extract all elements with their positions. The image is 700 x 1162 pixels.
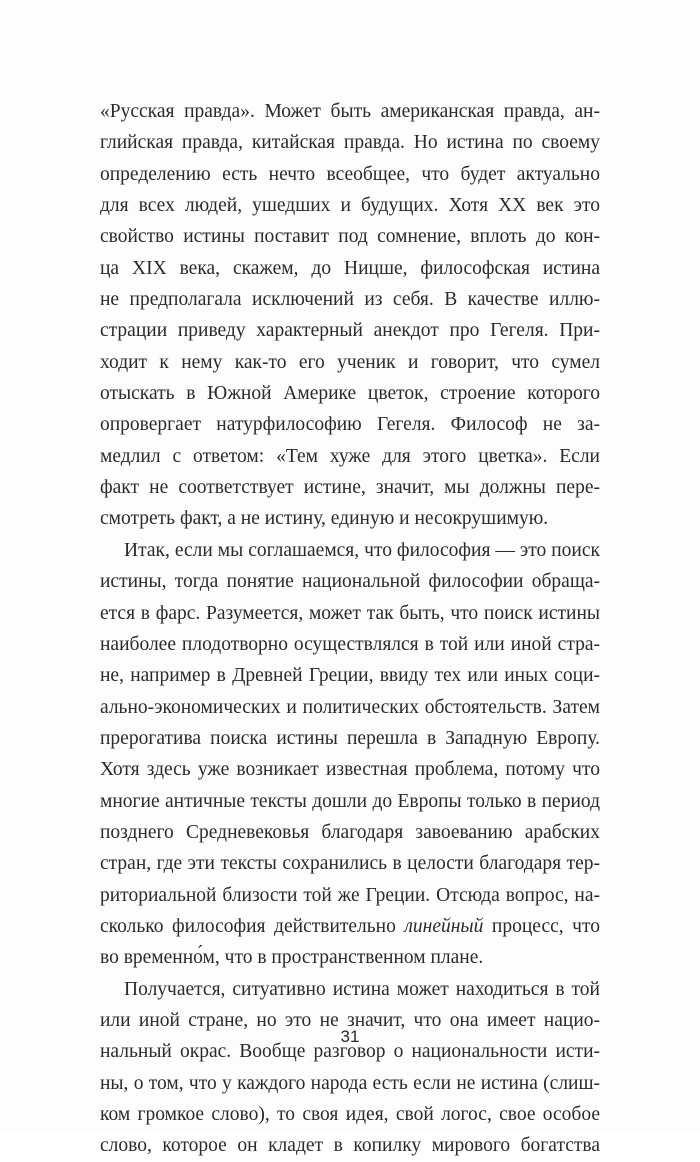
text-line [100,472,600,503]
text-line [100,786,600,817]
line-text: не, например в Древней Греции, ввиду тех или иных соци- [100,665,600,687]
line-text: ком громкое слово), то своя идея, свой логос, свое особое [100,1104,600,1125]
text-line [100,409,600,440]
line-text: ходит к нему как-то его ученик и говорит, что сумел [100,351,600,373]
text-line [100,598,600,629]
line-text: определению есть нечто всеобщее, что будет актуально [100,163,600,185]
line-text: факт не соответствует истине, значит, мы должны пере- [100,477,600,499]
line-text: Получается, ситуативно истина может находиться в той [124,978,600,1000]
text-line [100,1068,600,1099]
text-line [100,848,600,879]
line-text: слово, которое он кладет в копилку мирового богатства [100,1135,600,1157]
text-line [100,880,600,911]
line-text: наиболее плодотворно осуществлялся в той или иной стра- [100,633,600,655]
line-text: нальный окрас. Вообще разговор о национальности исти- [100,1041,600,1063]
line-text: или иной стране, но это не значит, что она имеет нацио- [100,1009,600,1031]
line-text: страции приведу характерный анекдот про Гегеля. При- [100,320,600,342]
line-text: ально-экономических и политических обстоятельств. Затем [100,696,600,718]
line-text: «Русская правда». Может быть американская правда, ан- [100,101,600,122]
text-line [100,253,600,284]
line-text: отыскать в Южной Америке цветок, строение которого [100,383,600,405]
text-line [100,159,600,190]
line-text: Хотя здесь уже возникает известная проблема, потому что [100,759,600,781]
line-text: не предполагала исключений из себя. В качестве иллю- [100,289,600,311]
line-text: многие античные тексты дошли до Европы только в период [100,790,600,812]
text-line [100,503,600,534]
page-number: 31 [340,1027,360,1046]
line-text: ца XIX века, скажем, до Ницше, философская истина [100,257,600,279]
line-text-after: процесс, что [483,915,600,937]
line-text: для всех людей, ушедших и будущих. Хотя XX век это [100,195,600,217]
line-text: ны, о том, что у каждого народа есть если не истина (слиш- [100,1072,600,1094]
line-text: медлил с ответом: «Тем хуже для этого цветка». Если [100,445,600,467]
text-line [100,629,600,660]
italic-term: линейный [404,915,484,937]
text-line [100,754,600,785]
text-line [100,817,600,848]
line-text: стран, где эти тексты сохранились в целости благодаря тер- [100,853,600,875]
text-line [100,1130,600,1161]
line-text: Итак, если мы соглашаемся, что философия — это поиск [124,539,600,561]
text-line [100,660,600,691]
text-line [100,692,600,723]
text-line [100,221,600,252]
line-text: сколько философия действительно [100,915,405,937]
text-line [100,347,600,378]
line-text: истины, тогда понятие национальной философии обраща- [100,571,600,593]
line-text: свойство истины поставит под сомнение, вплоть до кон- [100,226,600,248]
text-line [100,96,600,127]
text-line [100,284,600,315]
text-line [100,723,600,754]
text-line [100,190,600,221]
line-text: позднего Средневековья благодаря завоеванию арабских [100,821,600,843]
line-text: смотреть факт, а не истину, единую и несокрушимую. [100,508,549,530]
text-line [100,1099,600,1130]
text-line [100,942,600,973]
text-line [100,535,600,566]
text-line [100,315,600,346]
text-line [100,441,600,472]
text-line [100,911,600,942]
line-text: прерогатива поиска истины перешла в Западную Европу. [100,727,600,749]
line-text: ется в фарс. Разумеется, может так быть, что поиск истины [100,602,600,624]
text-line [100,378,600,409]
text-line [100,974,600,1005]
line-text: во временно́м, что в пространственном плане. [100,947,484,969]
text-line [100,566,600,597]
text-line [100,127,600,158]
body-text [100,96,600,1162]
line-text: опровергает натурфилософию Гегеля. Философ не за- [100,414,600,436]
line-text: риториальной близости той же Греции. Отсюда вопрос, на- [100,884,600,906]
line-text: глийская правда, китайская правда. Но истина по своему [100,132,600,154]
